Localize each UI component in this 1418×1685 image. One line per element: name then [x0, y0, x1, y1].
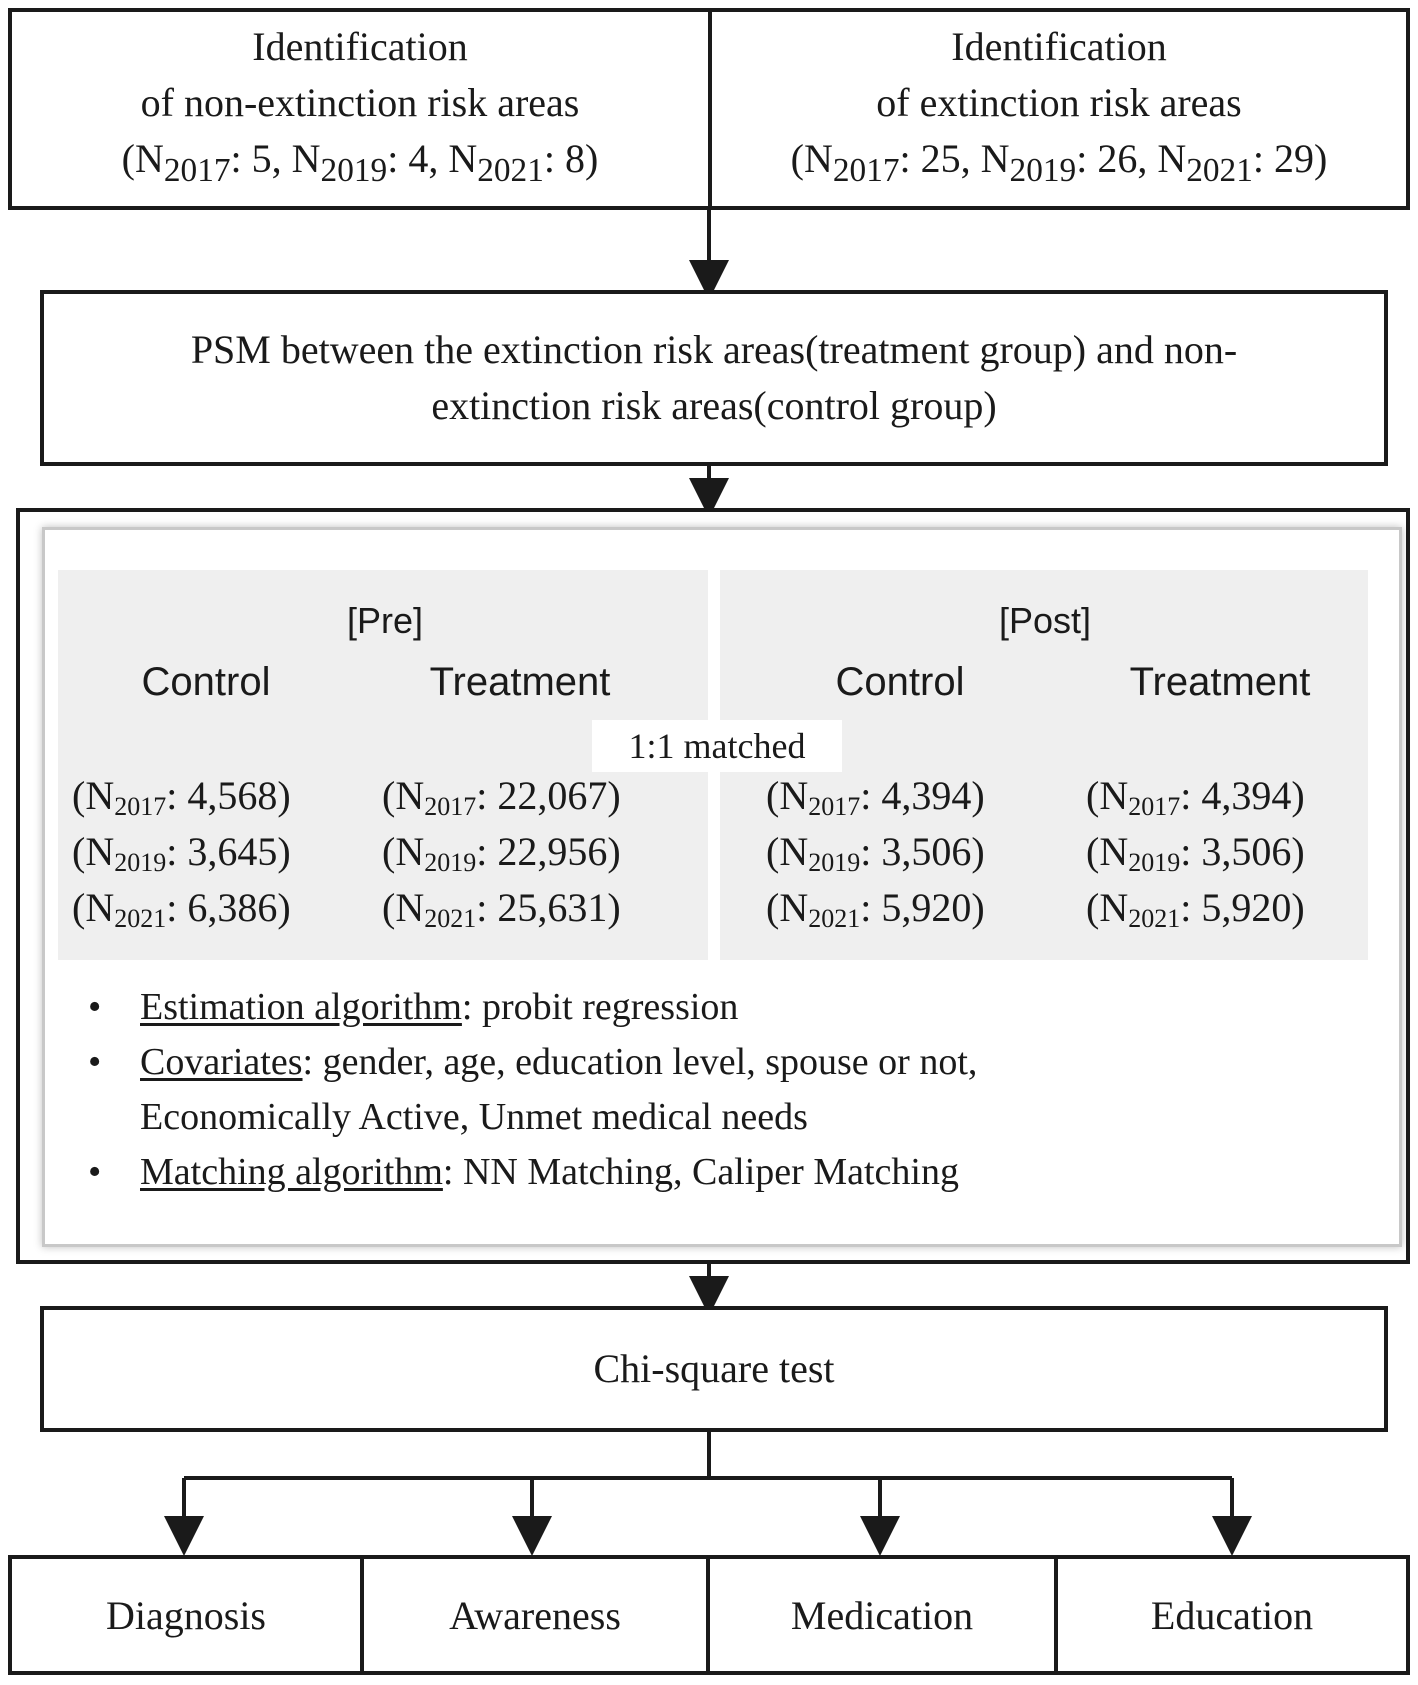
- post-treatment-2019: ($N_{2019}$: 3,506): [1086, 829, 1305, 877]
- outcome-education: Education: [1054, 1555, 1410, 1675]
- outcome-diagnosis: Diagnosis: [8, 1555, 364, 1675]
- non-extinction-title-2: of non-extinction risk areas: [140, 80, 580, 125]
- extinction-title-1: Identification: [951, 24, 1167, 69]
- outcome-medication: Medication: [706, 1555, 1058, 1675]
- psm-box: [40, 290, 1388, 466]
- post-treatment-2021: ($N_{2021}$: 5,920): [1086, 885, 1305, 933]
- matched-label: 1:1 matched: [592, 720, 842, 772]
- bullet-covariates: [88, 1035, 1348, 1145]
- estimation-term: Estimation algorithm: [140, 986, 462, 1028]
- chi-square-label: Chi-square test: [593, 1346, 835, 1391]
- bullet-dot: •: [88, 986, 102, 1028]
- non-extinction-title-1: Identification: [252, 24, 468, 69]
- extinction-title-2: of extinction risk areas: [876, 80, 1242, 125]
- extinction-box: [708, 8, 1410, 210]
- extinction-counts: ($N_{2017}$: 25, $N_{2019}$: 26, $N_{2021}$: 29): [790, 136, 1328, 189]
- post-treatment-header: Treatment: [1129, 660, 1311, 704]
- chi-square-box: [40, 1306, 1388, 1432]
- psm-line-1: PSM between the extinction risk areas(treatment group) and non-: [190, 327, 1238, 372]
- post-treatment-2017: ($N_{2017}$: 4,394): [1086, 773, 1305, 821]
- pre-control-2021: ($N_{2021}$: 6,386): [72, 885, 291, 933]
- covariates-term: Covariates: [140, 1041, 303, 1083]
- method-bullets: [88, 980, 1348, 1200]
- outcome-awareness: Awareness: [360, 1555, 710, 1675]
- pre-treatment-2017: ($N_{2017}$: 22,067): [382, 773, 621, 821]
- non-extinction-box: [8, 8, 712, 210]
- pre-treatment-2019: ($N_{2019}$: 22,956): [382, 829, 621, 877]
- post-control-2017: ($N_{2017}$: 4,394): [766, 773, 985, 821]
- psm-line-2: extinction risk areas(control group): [431, 383, 997, 428]
- bullet-estimation: [88, 980, 1348, 1035]
- covariates-text: : gender, age, education level, spouse or not,: [302, 1041, 978, 1083]
- pre-treatment-header: Treatment: [429, 660, 611, 704]
- post-label: [Post]: [998, 600, 1092, 641]
- estimation-text: : probit regression: [461, 986, 739, 1028]
- pre-treatment-2021: ($N_{2021}$: 25,631): [382, 885, 621, 933]
- bullet-matching: [88, 1145, 1348, 1200]
- post-control-2019: ($N_{2019}$: 3,506): [766, 829, 985, 877]
- non-extinction-counts: ($N_{2017}$: 5, $N_{2019}$: 4, $N_{2021}$: 8): [121, 136, 599, 189]
- pre-control-2019: ($N_{2019}$: 3,645): [72, 829, 291, 877]
- bullet-dot: •: [88, 1151, 102, 1193]
- matching-text: : NN Matching, Caliper Matching: [442, 1151, 959, 1193]
- pre-control-2017: ($N_{2017}$: 4,568): [72, 773, 291, 821]
- post-control-header: Control: [835, 660, 965, 704]
- post-control-2021: ($N_{2021}$: 5,920): [766, 885, 985, 933]
- pre-label: [Pre]: [346, 600, 424, 641]
- covariates-text-2: Economically Active, Unmet medical needs: [140, 1096, 808, 1138]
- bullet-dot: •: [88, 1041, 102, 1083]
- pre-control-header: Control: [141, 660, 271, 704]
- matching-term: Matching algorithm: [140, 1151, 443, 1193]
